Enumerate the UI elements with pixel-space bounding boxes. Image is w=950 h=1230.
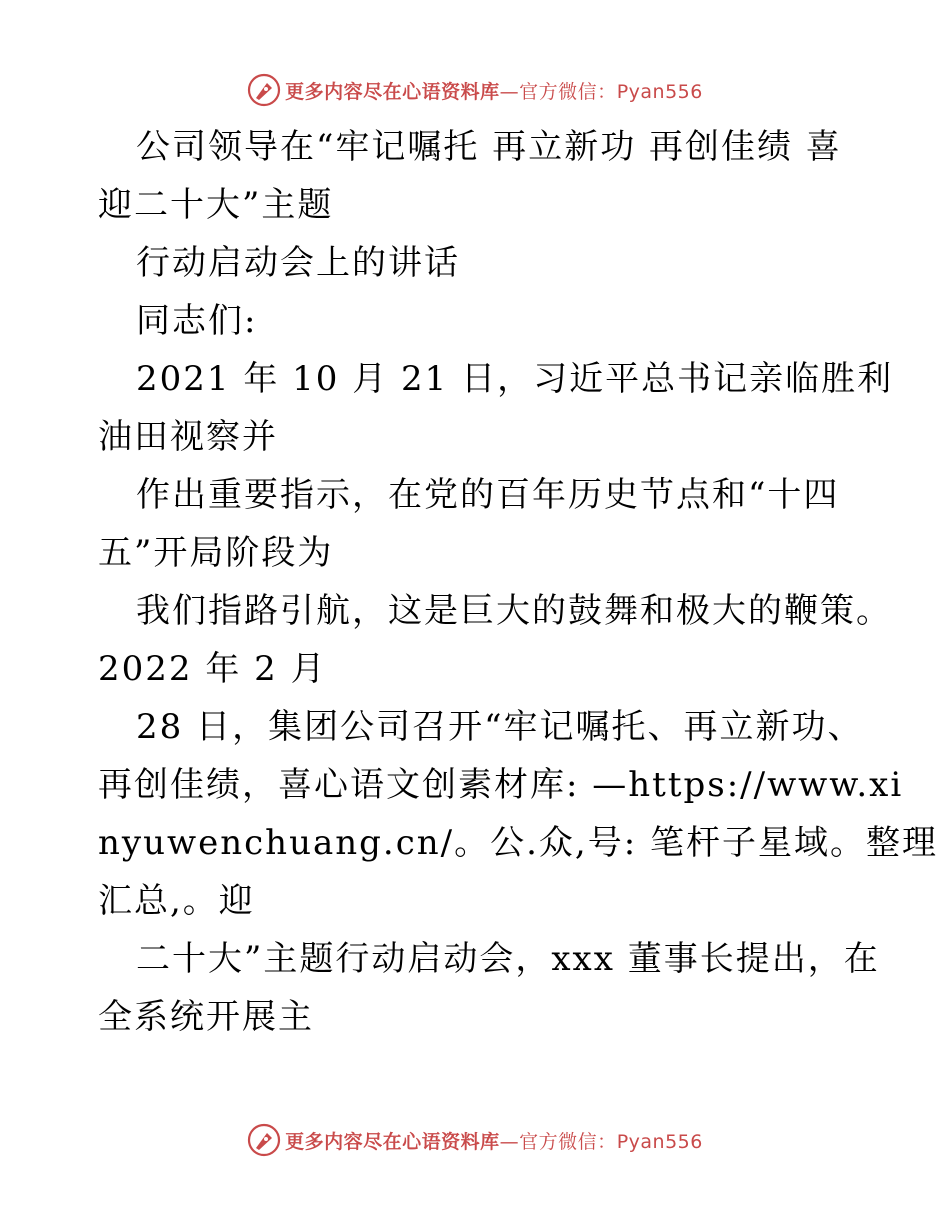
pen-nib-logo-icon [247,1123,281,1157]
text-line: 同志们: [136,301,258,341]
text-line: 再创佳绩，喜心语文创素材库: —https://www.xi [98,765,904,805]
pen-nib-logo-icon [247,73,281,107]
footer-dash: — [499,1130,520,1153]
text-line: 作出重要指示，在党的百年历史节点和“十四 [136,475,840,515]
banner-wechat-label: 官方微信： [519,80,617,103]
text-line: 汇总,。迎 [98,881,255,921]
text-line: 公司领导在“牢记嘱托 再立新功 再创佳绩 喜 [136,127,842,167]
document-body [98,118,938,1046]
banner-dash: — [499,80,520,103]
text-line: 五”开局阶段为 [98,533,334,573]
footer-wechat-id: Pyan556 [616,1130,703,1153]
text-line: 2022 年 2 月 [98,649,327,689]
text-line: 迎二十大”主题 [98,185,334,225]
text-line: 行动启动会上的讲话 [136,243,460,283]
text-line: nyuwenchuang.cn/。公.众,号: 笔杆子星域。整理 [98,823,938,863]
header-banner [0,70,950,110]
text-line: 全系统开展主 [98,997,314,1037]
footer-banner [0,1120,950,1160]
text-line: 油田视察并 [98,417,278,457]
text-line: 28 日，集团公司召开“牢记嘱托、再立新功、 [136,707,864,747]
footer-title: 更多内容尽在心语资料库 [285,1130,500,1153]
banner-title: 更多内容尽在心语资料库 [285,80,500,103]
text-line: 二十大”主题行动启动会，xxx 董事长提出，在 [136,939,880,979]
text-line: 2021 年 10 月 21 日，习近平总书记亲临胜利 [136,359,894,399]
text-line: 我们指路引航，这是巨大的鼓舞和极大的鞭策。 [136,591,892,631]
footer-wechat-label: 官方微信： [519,1130,617,1153]
banner-wechat-id: Pyan556 [616,80,703,103]
